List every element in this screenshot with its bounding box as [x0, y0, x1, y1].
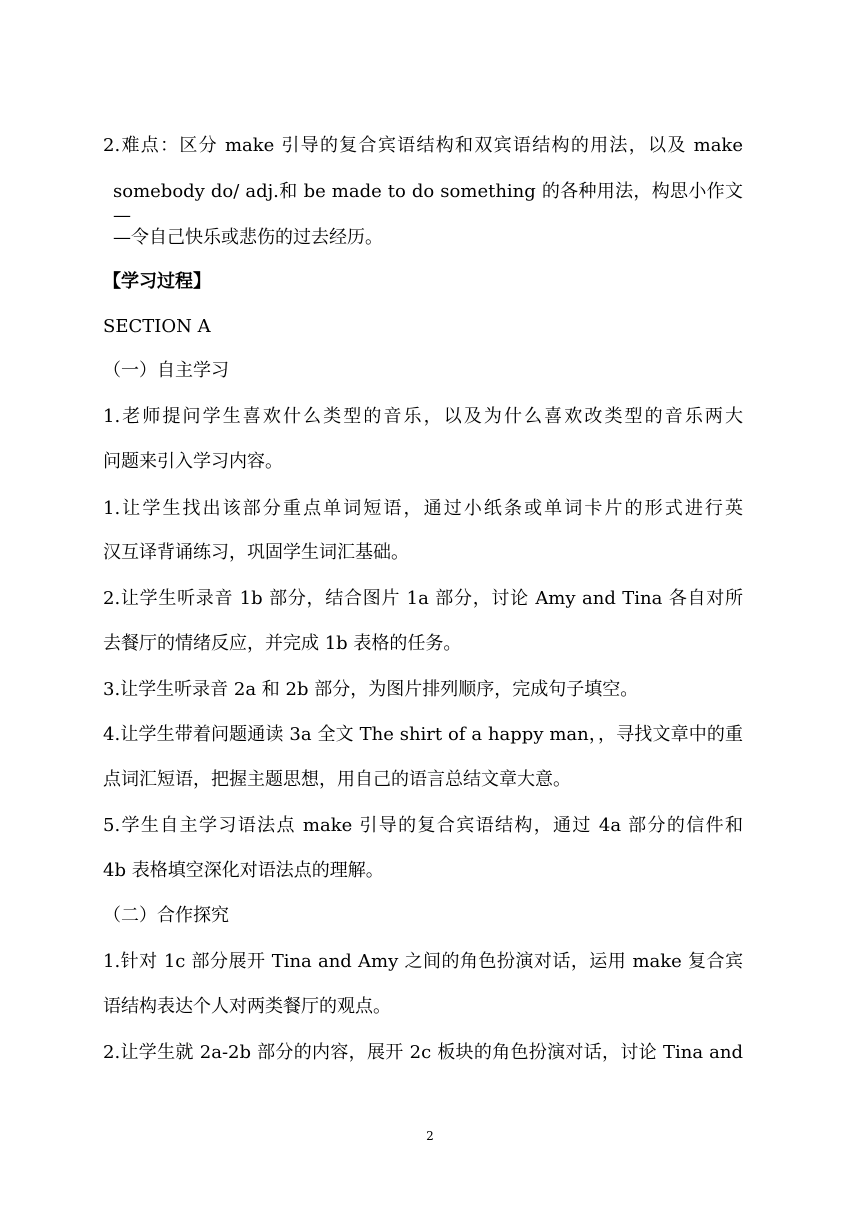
text-line: 1.让学生找出该部分重点单词短语，通过小纸条或单词卡片的形式进行英 [103, 498, 743, 519]
text-line: 4b 表格填空深化对语法点的理解。 [103, 860, 384, 881]
subsection-heading: （一）自主学习 [103, 360, 229, 381]
text-line: 点词汇短语，把握主题思想，用自己的语言总结文章大意。 [103, 769, 571, 790]
text-line: —令自己快乐或悲伤的过去经历。 [113, 227, 383, 248]
text-line: 4.让学生带着问题通读 3a 全文 The shirt of a happy man，，寻找文章中的重 [103, 724, 743, 745]
text-line: 去餐厅的情绪反应，并完成 1b 表格的任务。 [103, 633, 462, 654]
text-line: 2.让学生就 2a-2b 部分的内容，展开 2c 板块的角色扮演对话，讨论 Tina and [103, 1042, 743, 1063]
text-line: somebody do/ adj.和 be made to do something 的各种用法，构思小作文— [113, 181, 743, 226]
text-line: 2.难点：区分 make 引导的复合宾语结构和双宾语结构的用法，以及 make [103, 135, 743, 156]
text-line: 5.学生自主学习语法点 make 引导的复合宾语结构，通过 4a 部分的信件和 [103, 815, 743, 836]
text-line: 问题来引入学习内容。 [103, 451, 283, 472]
section-title: SECTION A [103, 316, 211, 337]
section-heading: 【学习过程】 [103, 271, 211, 292]
text-line: 2.让学生听录音 1b 部分，结合图片 1a 部分，讨论 Amy and Tina 各自对所 [103, 588, 743, 609]
text-line: 3.让学生听录音 2a 和 2b 部分，为图片排列顺序，完成句子填空。 [103, 679, 639, 700]
text-line: 汉互译背诵练习，巩固学生词汇基础。 [103, 542, 409, 563]
text-line: 1.针对 1c 部分展开 Tina and Amy 之间的角色扮演对话，运用 make 复合宾 [103, 951, 743, 972]
text-line: 1.老师提问学生喜欢什么类型的音乐，以及为什么喜欢改类型的音乐两大 [103, 406, 743, 427]
page-number: 2 [426, 1129, 434, 1143]
text-line: 语结构表达个人对两类餐厅的观点。 [103, 996, 391, 1017]
subsection-heading: （二）合作探究 [103, 905, 229, 926]
